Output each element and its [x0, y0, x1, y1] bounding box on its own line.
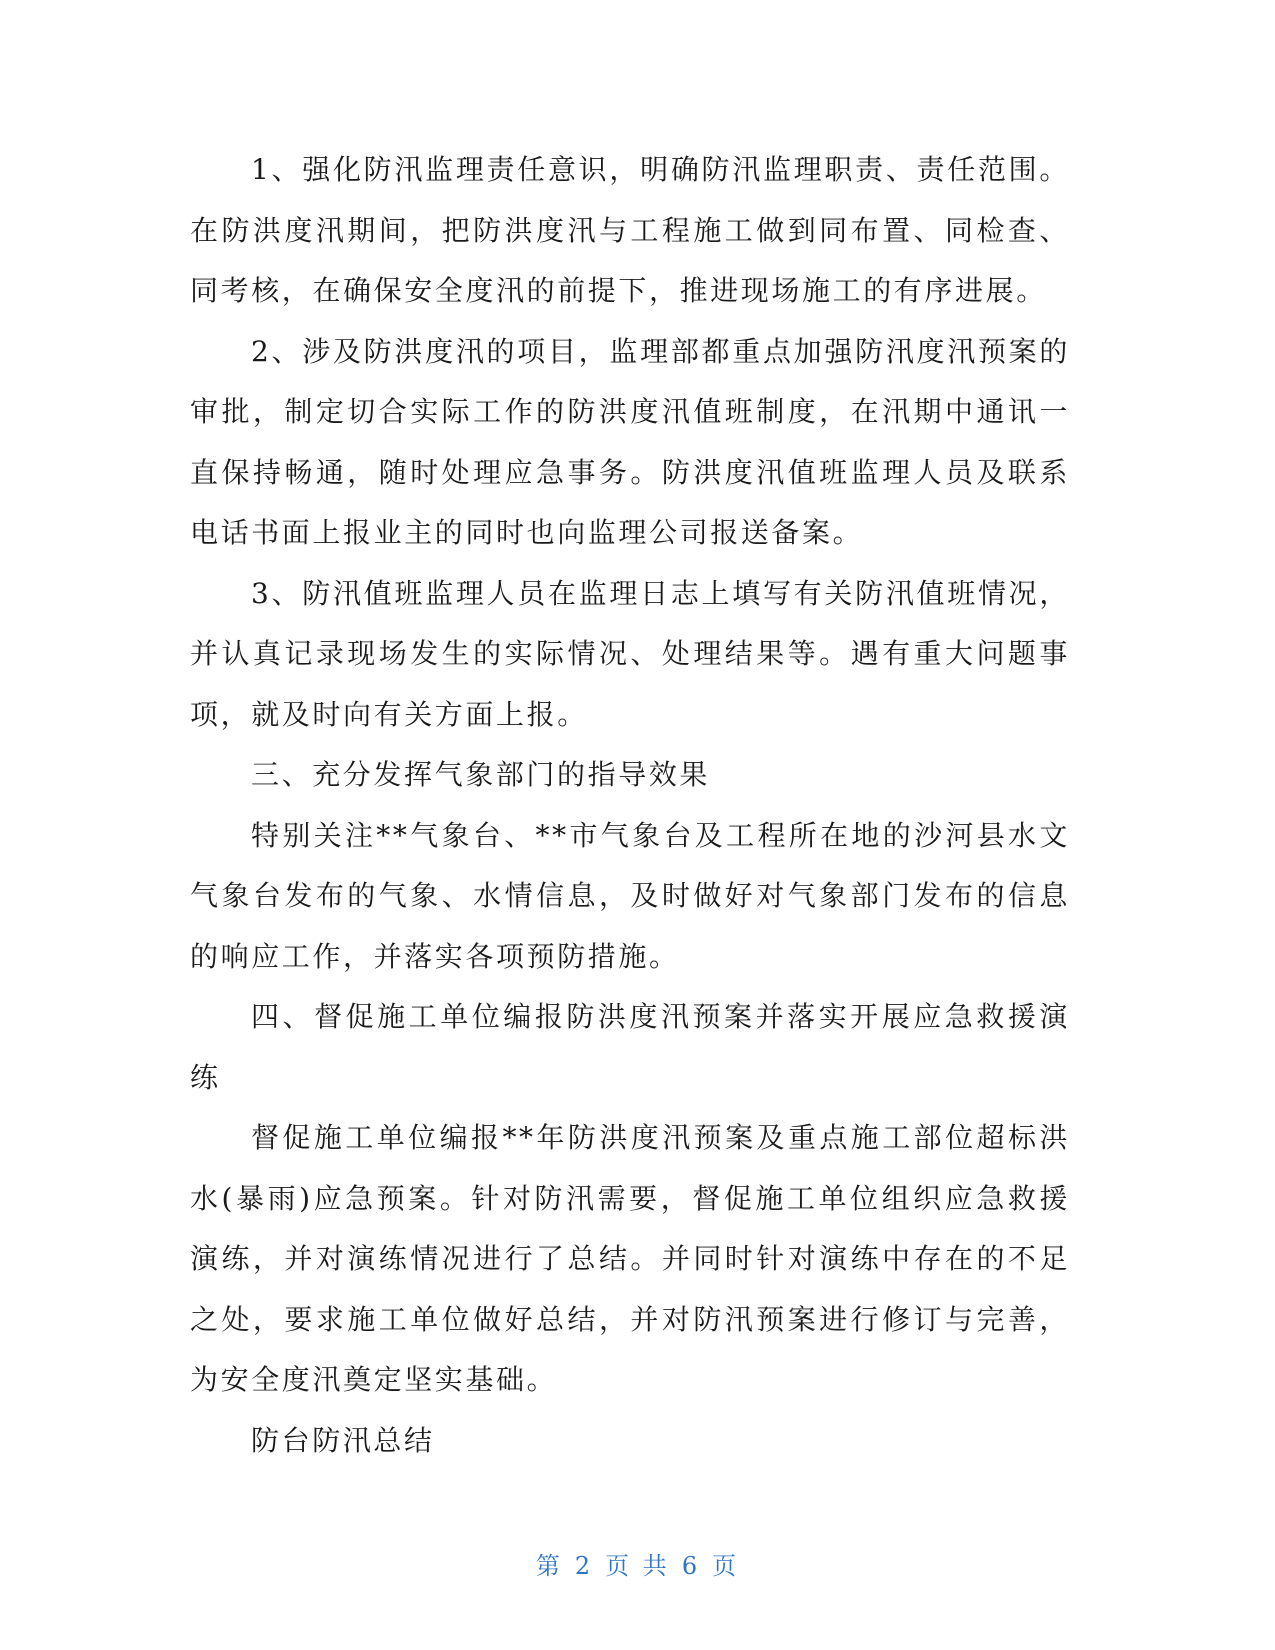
section-heading-3: 三、充分发挥气象部门的指导效果 [251, 758, 711, 791]
footer-total-pages: 6 [681, 1552, 701, 1580]
paragraph-5: 督促施工单位编报**年防洪度汛预案及重点施工部位超标洪水(暴雨)应急预案。针对防汛需要，督促施工单位组织应急救援演练，并对演练情况进行了总结。并同时针对演练中存在的不足之处，要求施工单位做好总结，并对防汛预案进行修订与完善，为安全度汛奠定坚实基础。 [190, 1121, 1070, 1396]
footer-prefix: 第 [535, 1552, 563, 1580]
paragraph-1: 1、强化防汛监理责任意识，明确防汛监理职责、责任范围。在防洪度汛期间，把防洪度汛与工程施工做到同布置、同检查、同考核，在确保安全度汛的前提下，推进现场施工的有序进展。 [190, 153, 1070, 307]
document-body [190, 140, 1070, 1471]
paragraph-2: 2、涉及防洪度汛的项目，监理部都重点加强防汛度汛预案的审批，制定切合实际工作的防洪度汛值班制度，在汛期中通讯一直保持畅通，随时处理应急事务。防洪度汛值班监理人员及联系电话书面上报业主的同时也向监理公司报送备案。 [190, 334, 1070, 549]
paragraph-3: 3、防汛值班监理人员在监理日志上填写有关防汛值班情况，并认真记录现场发生的实际情况、处理结果等。遇有重大问题事项，就及时向有关方面上报。 [190, 576, 1070, 731]
footer-current-page: 2 [574, 1552, 594, 1580]
section-heading-4: 四、督促施工单位编报防洪度汛预案并落实开展应急救援演练 [190, 1000, 1070, 1094]
page-footer [0, 1546, 1275, 1581]
closing-heading: 防台防汛总结 [251, 1423, 435, 1457]
footer-middle: 页 共 [605, 1552, 670, 1580]
footer-suffix: 页 [712, 1552, 740, 1580]
paragraph-4: 特别关注**气象台、**市气象台及工程所在地的沙河县水文气象台发布的气象、水情信息，及时做好对气象部门发布的信息的响应工作，并落实各项预防措施。 [190, 818, 1070, 973]
